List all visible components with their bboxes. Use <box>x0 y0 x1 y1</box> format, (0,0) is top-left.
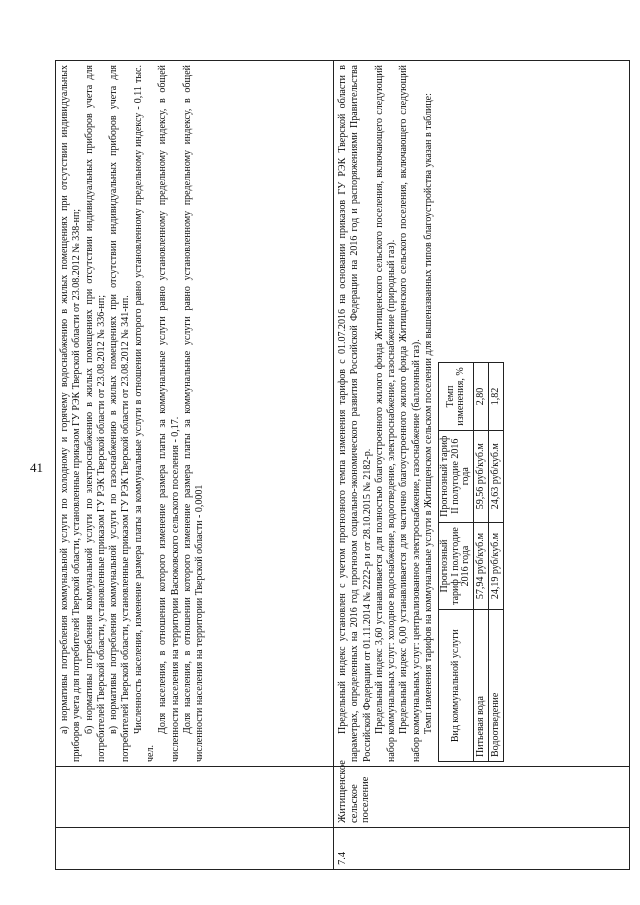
paragraph: Численность населения, изменение размера платы за коммунальные услуги в отношении которого равно установленному предельному индексу - 0,11 тыс. чел. <box>132 65 157 762</box>
tariff-cell: 2,80 <box>473 363 488 431</box>
tariff-header: Прогнозный тариф II полугодие 2016 года <box>439 430 474 522</box>
tariff-header: Вид коммунальной услуги <box>439 610 474 762</box>
row-name-cell: Житищенское сельское поселение <box>334 767 630 828</box>
row-text-cell <box>334 61 630 767</box>
paragraph: Предельный индекс 3,60 устанавливается для полностью благоустроенного жилого фонда Житищенского сельского поселения, включающего следующий набор коммунальных услуг: холодное водоснабжение, водоотведение, электроснабжение, газоснабжение (природный газ). <box>373 65 398 762</box>
tariff-cell: 24,19 руб/куб.м <box>489 522 504 610</box>
row-number-cell <box>56 828 334 870</box>
tariff-header: Темп изменения, % <box>439 363 474 431</box>
tariff-table <box>438 362 504 762</box>
paragraph: Предельный индекс 6,00 устанавливается для частично благоустроенного жилого фонда Житищенского сельского поселения, включающего следующий набор коммунальных услуг: централизованное электроснабжение, газоснабжение (баллонный газ). <box>398 65 422 762</box>
row-text-cell <box>56 61 334 767</box>
paragraph: Темп изменения тарифов на коммунальные услуги в Житищенском сельском поселении для вышеназванных типов благоустройства указан в таблице: <box>423 93 435 734</box>
tariff-header-row <box>439 363 474 762</box>
row-number-cell: 7.4 <box>334 828 630 870</box>
tariff-cell: 59,56 руб/куб.м <box>473 430 488 522</box>
page-number: 41 <box>30 460 43 475</box>
tariff-cell: Питьевая вода <box>473 610 488 762</box>
tariff-header: Прогнозный тариф I полугодие 2016 года <box>439 522 474 610</box>
tariff-row <box>489 363 504 762</box>
paragraph: Предельный индекс установлен с учетом прогнозного темпа изменения тарифов с 01.07.2016 на основании приказов ГУ РЭК Тверской области в параметрах, определенных на 2016 год прогнозом социально-экономического развития Российской Федерации на 2016 год и распоряжениями Правительства Российской Федерации от 01.11.2014 № 2222-р и от 28.10.2015 № 2182-р. <box>337 65 373 762</box>
paragraph: Доля населения, в отношении которого изменение размера платы за коммунальные услуги равно установленному предельному индексу, в общей численности населения на территории Тверской области - 0,0001 <box>181 65 206 762</box>
table-row <box>56 61 334 870</box>
tariff-cell: Водоотведение <box>489 610 504 762</box>
tariff-cell: 57,94 руб/куб.м <box>473 522 488 610</box>
paragraph: Доля населения, в отношении которого изменение размера платы за коммунальные услуги равно установленному предельному индексу, в общей численности населения на территории Васюковского сельского поселения - 0,17. <box>157 65 181 762</box>
tariff-cell: 24,63 руб/куб.м <box>489 430 504 522</box>
paragraph: а) нормативы потребления коммунальной услуги по холодному и горячему водоснабжению в жилых помещениях при отсутствии индивидуальных приборов учета для потребителей Тверской области, установленные приказом ГУ РЭК Тверской области от 23.08.2012 № 338-нп; <box>59 65 83 762</box>
paragraph: в) нормативы потребления коммунальной услуги по газоснабжению в жилых помещениях при отсутствии индивидуальных приборов учета для потребителей Тверской области, установленные приказом ГУ РЭК Тверской области от 23.08.2012 № 341-нп. <box>108 65 132 762</box>
document-table <box>55 60 630 870</box>
tariff-cell: 1,82 <box>489 363 504 431</box>
table-row <box>334 61 630 870</box>
tariff-row <box>473 363 488 762</box>
paragraph: б) нормативы потребления коммунальной услуги по электроснабжению в жилых помещениях при отсутствии индивидуальных приборов учета для потребителей Тверской области, установленные приказом ГУ РЭК Тверской области от 23.08.2012 № 336-нп; <box>83 65 107 762</box>
rotated-page-content <box>55 60 630 870</box>
row-name-cell <box>56 767 334 828</box>
